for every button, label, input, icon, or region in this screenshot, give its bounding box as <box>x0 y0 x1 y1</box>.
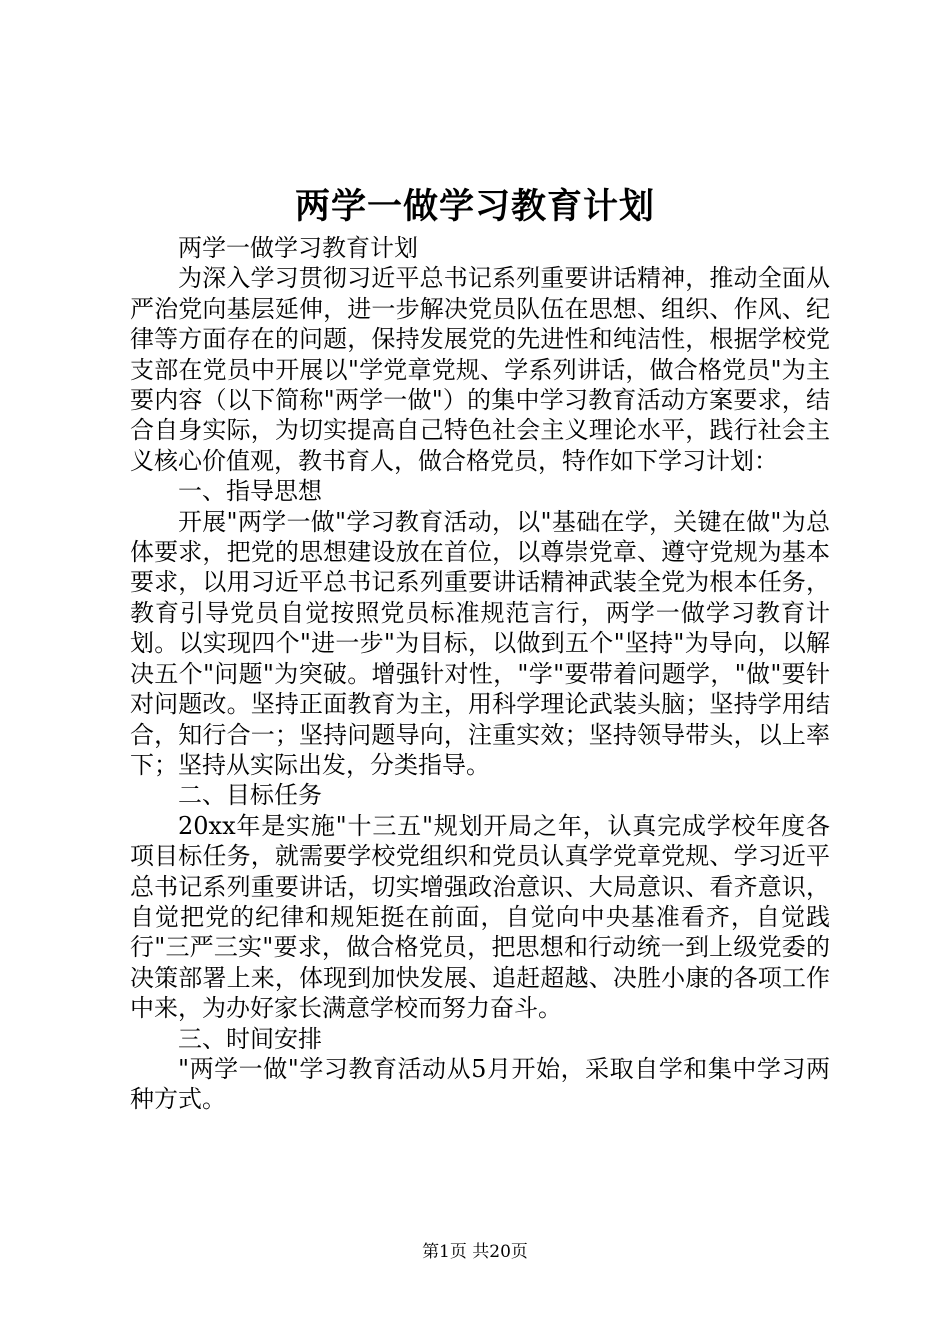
document-body <box>130 233 830 1115</box>
paragraph-goals: 20xx年是实施"十三五"规划开局之年，认真完成学校年度各项目标任务，就需要学校党组织和党员认真学党章党规、学习近平总书记系列重要讲话，切实增强政治意识、大局意识、看齐意识，自觉把党的纪律和规矩挺在前面，自觉向中央基准看齐，自觉践行"三严三实"要求，做合格党员，把思想和行动统一到上级党委的决策部署上来，体现到加快发展、追赶超越、决胜小康的各项工作中来，为办好家长满意学校而努力奋斗。 <box>130 811 830 1023</box>
paragraph-guiding-ideology: 开展"两学一做"学习教育活动，以"基础在学，关键在做"为总体要求，把党的思想建设放在首位，以尊崇党章、遵守党规为基本要求，以用习近平总书记系列重要讲话精神武装全党为根本任务，教育引导党员自觉按照党员标准规范言行，两学一做学习教育计划。以实现四个"进一步"为目标，以做到五个"坚持"为导向，以解决五个"问题"为突破。增强针对性，"学"要带着问题学，"做"要针对问题改。坚持正面教育为主，用科学理论武装头脑；坚持学用结合，知行合一；坚持问题导向，注重实效；坚持领导带头，以上率下；坚持从实际出发，分类指导。 <box>130 507 830 779</box>
section-heading-schedule: 三、时间安排 <box>178 1024 322 1053</box>
section-heading-goals: 二、目标任务 <box>178 781 322 810</box>
page-number: 第1页 共20页 <box>422 1242 528 1262</box>
paragraph-intro: 为深入学习贯彻习近平总书记系列重要讲话精神，推动全面从严治党向基层延伸，进一步解决党员队伍在思想、组织、作风、纪律等方面存在的问题，保持发展党的先进性和纯洁性，根据学校党支部在党员中开展以"学党章党规、学系列讲话，做合格党员"为主要内容（以下简称"两学一做"）的集中学习教育活动方案要求，结合自身实际，为切实提高自己特色社会主义理论水平，践行社会主义核心价值观，教书育人，做合格党员，特作如下学习计划： <box>130 264 830 475</box>
document-title: 两学一做学习教育计划 <box>294 186 655 227</box>
section-heading-guiding-ideology: 一、指导思想 <box>178 477 322 506</box>
paragraph-schedule: "两学一做"学习教育活动从5月开始，采取自学和集中学习两种方式。 <box>130 1054 830 1114</box>
paragraph-subtitle: 两学一做学习教育计划 <box>178 234 418 262</box>
